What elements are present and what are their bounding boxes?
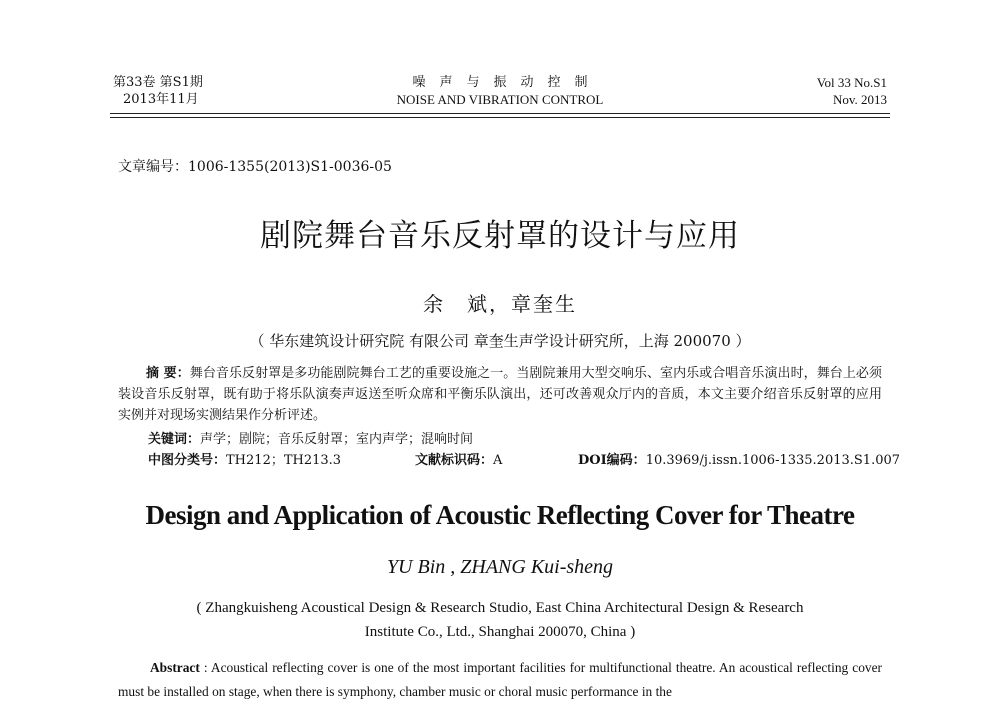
date-cn: 2013年11月 xyxy=(123,92,199,107)
header-rule-thick xyxy=(110,113,890,114)
doi xyxy=(578,449,900,468)
authors-cn: 余 斌，章奎生 xyxy=(423,292,577,316)
doc-code-label: 文献标识码： xyxy=(415,453,494,468)
header-center xyxy=(300,74,700,108)
doi-text: 10.3969/j.issn.1006-1335.2013.S1.007 xyxy=(645,453,901,468)
affiliation-en xyxy=(0,596,1000,644)
title-cn: 剧院舞台音乐反射罩的设计与应用 xyxy=(260,218,740,254)
abstract-en xyxy=(118,656,882,704)
article-number: 文章编号：1006-1355(2013)S1-0036-05 xyxy=(118,159,392,175)
volume-issue-cn: 第33卷 第S1期 xyxy=(113,75,203,90)
document-code xyxy=(415,449,502,468)
doc-code-text: A xyxy=(493,453,503,468)
keywords-text: 声学；剧院；音乐反射罩；室内声学；混响时间 xyxy=(200,432,474,447)
clc-number xyxy=(148,449,341,468)
title-en: Design and Application of Acoustic Reflecting Cover for Theatre xyxy=(145,500,855,530)
journal-name-cn: 噪声与振动控制 xyxy=(412,75,602,90)
doi-label: DOI编码： xyxy=(578,453,646,468)
abstract-cn xyxy=(118,363,882,426)
affiliation-en-line1: ( Zhangkuisheng Acoustical Design & Research Studio, East China Architectural Design & Research xyxy=(196,600,804,616)
keywords-cn xyxy=(148,428,473,447)
keywords-label: 关键词： xyxy=(148,432,201,447)
abstract-en-text: : Acoustical reflecting cover is one of the most important facilities for multifunctional theatre. An acoustical reflecting cover must be installed on stage, when there is symphony, chamber music or choral music performance in the xyxy=(118,660,882,699)
abstract-en-label: Abstract xyxy=(150,660,200,675)
header-rule-thin xyxy=(110,117,890,118)
clc-text: TH212；TH213.3 xyxy=(226,453,342,468)
volume-issue-en: Vol 33 No.S1 xyxy=(816,75,887,90)
clc-label: 中图分类号： xyxy=(148,453,227,468)
affiliation-en-line2: Institute Co., Ltd., Shanghai 200070, China ) xyxy=(364,624,636,640)
header-right xyxy=(817,74,887,108)
header-left xyxy=(113,74,203,108)
affiliation-cn: （ 华东建筑设计研究院 有限公司 章奎生声学设计研究所，上海 200070 ） xyxy=(249,332,751,350)
abstract-cn-text: 舞台音乐反射罩是多功能剧院舞台工艺的重要设施之一。当剧院兼用大型交响乐、室内乐或合唱音乐演出时，舞台上必须装设音乐反射罩，既有助于将乐队演奏声返送至听众席和平衡乐队演出，还可改善观众厅内的音质，本文主要介绍音乐反射罩的应用实例并对现场实测结果作分析评述。 xyxy=(118,366,882,423)
date-en: Nov. 2013 xyxy=(832,92,887,107)
journal-name-en: NOISE AND VIBRATION CONTROL xyxy=(396,92,604,107)
abstract-cn-label: 摘 要： xyxy=(146,366,190,381)
authors-en: YU Bin , ZHANG Kui-sheng xyxy=(386,556,614,578)
